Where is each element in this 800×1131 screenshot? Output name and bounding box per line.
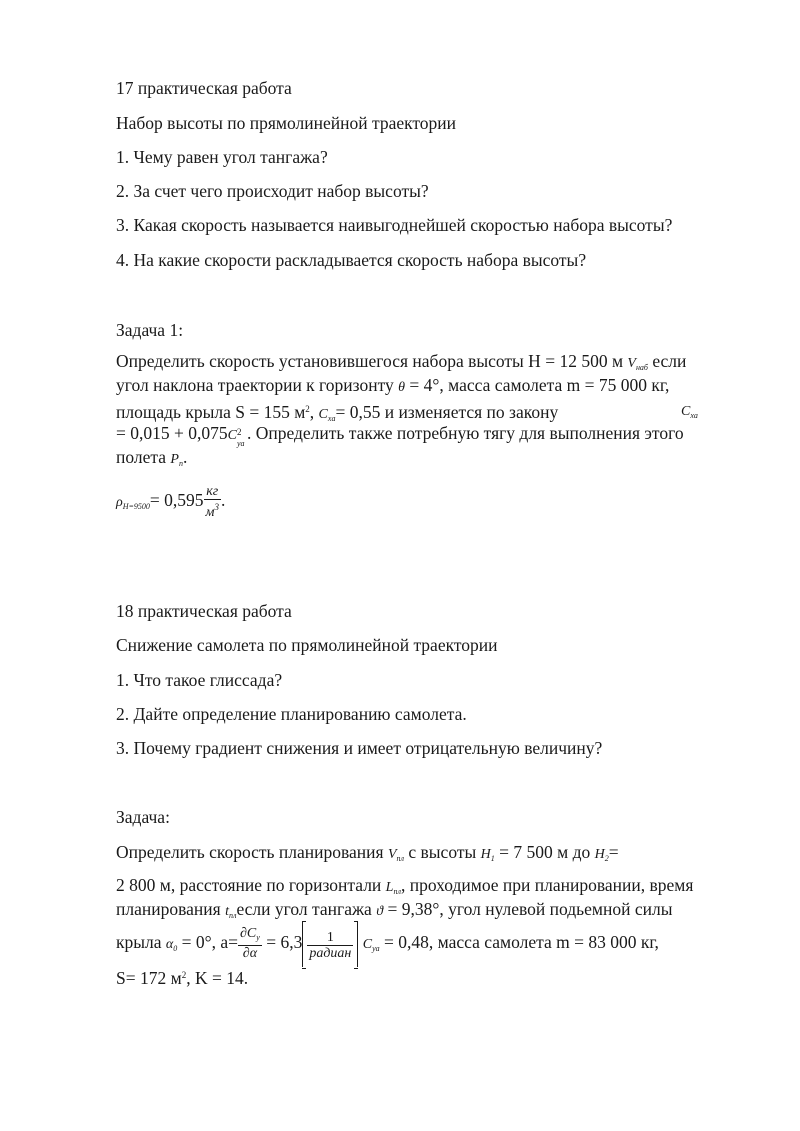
question-1: 1. Чему равен угол тангажа? [116, 147, 328, 167]
section17-title: 17 практическая работа [116, 78, 292, 98]
question-2: 2. Дайте определение планированию самолета. [116, 704, 467, 724]
task2-line: Определить скорость планирования $V_{пл}$ с высоты $H_1 = 7$ 500 м до $H_2=$ [116, 842, 619, 863]
task1-line: = 0,015 + 0,075C 2 ya . Определить также потребную тягу для выполнения этого [116, 423, 684, 448]
task2-line: S= 172 $м^2$, K = 14. [116, 968, 249, 988]
task2-line: планирования $t_{пл}если$ угол тангажа ϑ = 9,38°, угол нулевой подьемной силы [116, 899, 673, 920]
question-4: 4. На какие скорости раскладывается скорость набора высоты? [116, 250, 587, 270]
task1-label: Задача 1: [116, 320, 184, 340]
cxa-symbol: $C_{xa}$ [681, 404, 698, 420]
task2-line: крыла $\alpha_0 = 0^\circ$, a= $\frac{\partial C_y}{\partial\alpha}$ = 6,3 $\frac{1}{\text{радиан}}$ $C_{ya} = 0,48$, масса самолета m = 83 000 кг, [116, 920, 659, 971]
bracket-group: $\frac{1}{\text{радиан}}$ [302, 921, 358, 967]
task1-line: угол наклона траектории к горизонту θ = 4°, масса самолета m = 75 000 кг, [116, 375, 670, 395]
section18-title: 18 практическая работа [116, 601, 292, 621]
task1-line: полета $P_n$. [116, 447, 188, 468]
task2-label: Задача: [116, 807, 170, 827]
question-2: 2. За счет чего происходит набор высоты? [116, 181, 429, 201]
density-formula: $\rho_{H=9500}= 0,595$ $\frac{кг}{м^3}$ . [116, 483, 226, 520]
section17-topic: Набор высоты по прямолинейной траектории [116, 113, 457, 133]
task1-line: площадь крыла S = 155 $м^2$, $C_{xa}= 0,55$ и изменяется по закону [116, 402, 559, 423]
question-3: 3. Какая скорость называется наивыгоднейшей скоростью набора высоты? [116, 215, 673, 235]
question-1: 1. Что такое глиссада? [116, 670, 283, 690]
task1-line: Определить скорость установившегося набора высоты H = 12 500 м $V_{наб}$ если [116, 351, 687, 372]
question-3: 3. Почему градиент снижения и имеет отрицательную величину? [116, 738, 603, 758]
section18-topic: Снижение самолета по прямолинейной траектории [116, 635, 498, 655]
task2-line: 2 800 м, расстояние по горизонтали $L_{пл}$, проходимое при планировании, время [116, 875, 694, 896]
